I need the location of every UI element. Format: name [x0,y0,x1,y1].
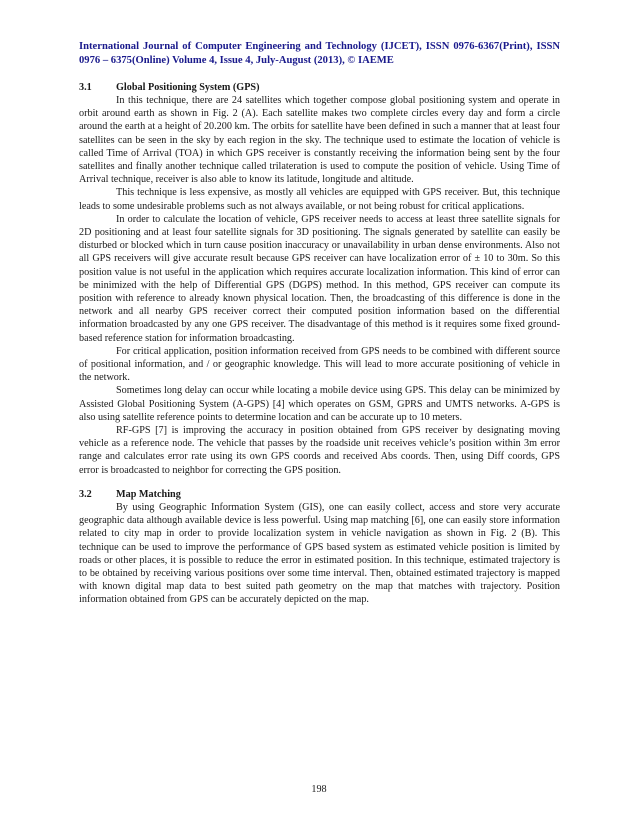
paragraph: Sometimes long delay can occur while locating a mobile device using GPS. This delay can be minimized by Assisted Global Positioning System (A-GPS) [4] which operates on GSM, GPRS and UMTS networks. A-GPS is also using satellite reference points to determine location and can be accurate up to 10 meters. [79,385,560,423]
section-heading [79,488,560,501]
section-heading [79,81,560,94]
paragraph: RF-GPS [7] is improving the accuracy in position obtained from GPS receiver by designating moving vehicle as a reference node. The vehicle that passes by the roadside unit receives vehicle’s position within 3m error range and calculates error rate using its own GPS coords and received Abs coords. Then, using Diff coords, GPS error is broadcasted to neighbor for correcting the GPS position. [79,425,560,476]
paragraph: This technique is less expensive, as mostly all vehicles are equipped with GPS receiver. But, this technique leads to some undesirable problems such as not always available, or not being robust for critical applications. [79,187,560,212]
paragraph: In order to calculate the location of vehicle, GPS receiver needs to access at least three satellite signals for 2D positioning and at least four satellite signals for 3D positioning. The signals generated by satellite can easily be disturbed or blocked which in turn cause position inaccuracy or unavailability in urban dense environments. Also not all GPS receivers will give accurate result because GPS receiver can have localization error of ± 10 to 30m. So this position value is not useful in the application which requires accurate localization information. This kind of error can be minimized with the help of Differential GPS (DGPS) method. In this method, GPS receiver can compute its position with reference to already known physical location. Then, the broadcasting of this difference is done in the network and all nearby GPS receiver correct their computed position information based on the differential information broadcasted by any one GPS receiver. The disadvantage of this method is it requires some fixed ground-based reference station for information broadcasting. [79,213,560,344]
paragraph: For critical application, position information received from GPS needs to be combined with different source of positional information, and / or geographic knowledge. This will lead to more accurate positioning of vehicle in the network. [79,345,560,384]
page-number: 198 [311,784,327,795]
section-title: Map Matching [116,488,181,500]
paragraph: In this technique, there are 24 satellites which together compose global positioning system and operate in orbit around earth as shown in Fig. 2 (A). Each satellite makes two complete circles every day and form a circle around the earth at a height of 20.200 km. The orbits for satellite have been defined in such a manner that at least four satellites can be seen in the sky by each region in the sky. The technique used to estimate the location of vehicle is called Time of Arrival (TOA) in which GPS receiver is constantly receiving the information being sent by the four satellites and finally another technique called trilateration is used to compute the position of vehicle. Using Time of Arrival technique, receiver is also able to know its latitude, longitude and altitude. [79,95,560,186]
section-number: 3.2 [79,488,92,500]
section-title: Global Positioning System (GPS) [116,82,260,93]
section-3-1 [79,81,560,477]
section-number: 3.1 [79,82,92,93]
section-3-2 [79,488,560,607]
section-spacer [79,477,560,488]
paragraph: By using Geographic Information System (GIS), one can easily collect, access and store very accurate geographic data although available device is less powerful. Using map matching [6], one can easily store information related to city map in order to provide localization system in vehicle navigation as shown in Fig. 2 (B). This technique can be used to improve the performance of GPS based system as estimated vehicle position is limited by roads or other places, it is possible to reduce the error in estimated position. In this technique, estimated trajectory is to be obtained by receiving various positions over some time interval. Then, obtained estimated trajectory is mapped with known digital map data to best suited path geometry on the map that matches with trajectory. Position information obtained from GPS can be accurately depicted on the map. [79,501,560,606]
journal-header: International Journal of Computer Engineering and Technology (IJCET), ISSN 0976-6367(Print), ISSN 0976 – 6375(Online) Volume 4, Issue 4, July-August (2013), © IAEME [79,41,560,66]
